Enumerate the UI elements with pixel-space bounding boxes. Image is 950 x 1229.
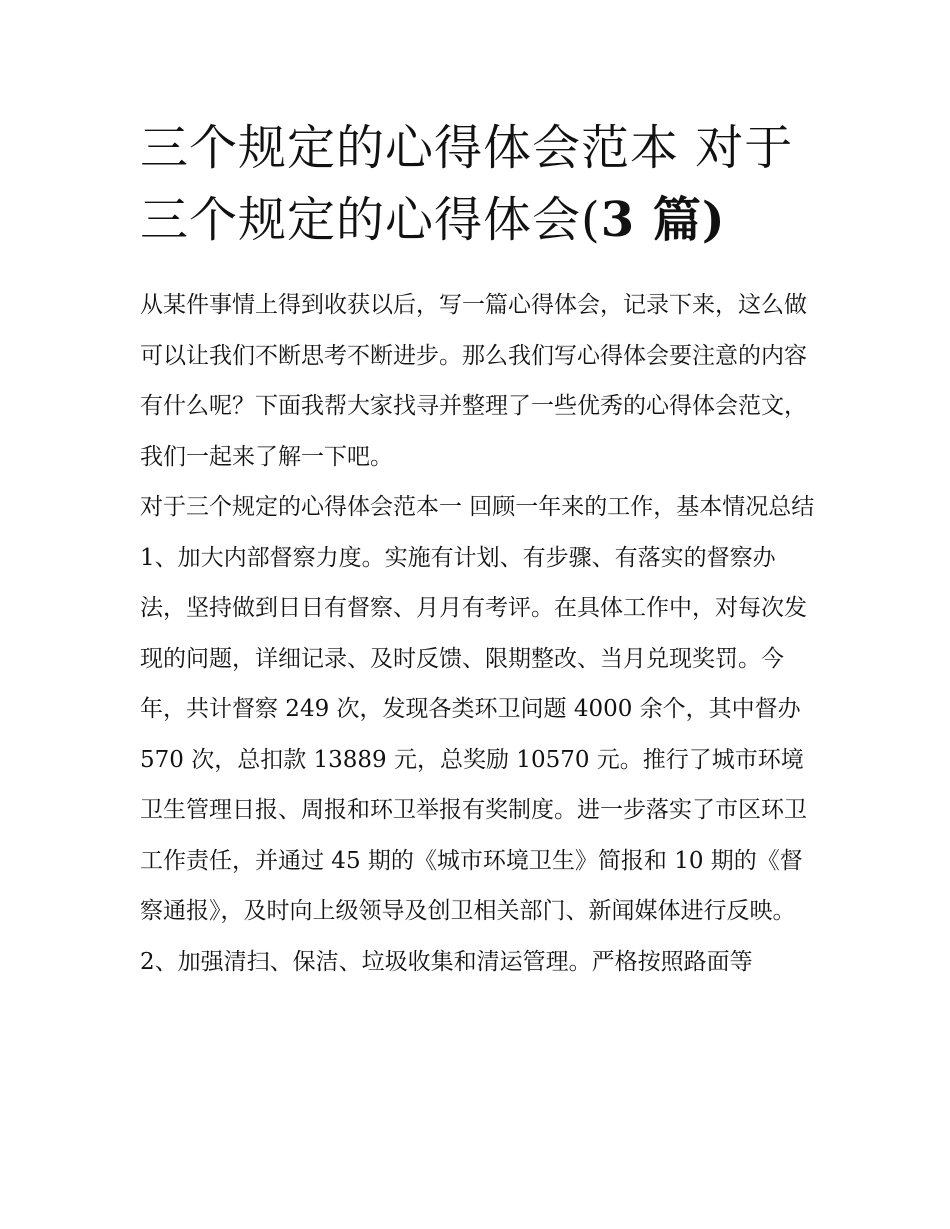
title-line-2-prefix: 三个规定的心得体会(: [140, 192, 601, 248]
title-line-2-suffix: 篇): [635, 192, 726, 248]
title-line-2-number: 3: [600, 192, 636, 248]
document-body: [140, 280, 820, 987]
intro-paragraph: 从某件事情上得到收获以后，写一篇心得体会，记录下来，这么做可以让我们不断思考不断进步。那么我们写心得体会要注意的内容有什么呢？下面我帮大家找寻并整理了一些优秀的心得体会范文，我们一起来了解一下吧。: [140, 292, 807, 470]
title-line-1: 三个规定的心得体会范本 对于: [140, 120, 794, 176]
item-1-paragraph: 1、加大内部督察力度。实施有计划、有步骤、有落实的督察办法，坚持做到日日有督察、月月有考评。在具体工作中，对每次发现的问题，详细记录、及时反馈、限期整改、当月兑现奖罚。今年，共计督察 249 次，发现各类环卫问题 4000 余个，其中督办 570 次，总扣款 13889 元，总奖励 10570 元。推行了城市环境卫生管理日报、周报和环卫举报有奖制度。进一步落实了市区环卫工作责任，并通过 45 期的《城市环境卫生》简报和 10 期的《督察通报》，及时向上级领导及创卫相关部门、新闻媒体进行反映。: [140, 544, 807, 924]
document-title: [140, 112, 840, 256]
item-2-paragraph: 2、加强清扫、保洁、垃圾收集和清运管理。严格按照路面等: [140, 948, 753, 975]
section-heading-paragraph: 对于三个规定的心得体会范本一 回顾一年来的工作，基本情况总结: [140, 494, 815, 520]
